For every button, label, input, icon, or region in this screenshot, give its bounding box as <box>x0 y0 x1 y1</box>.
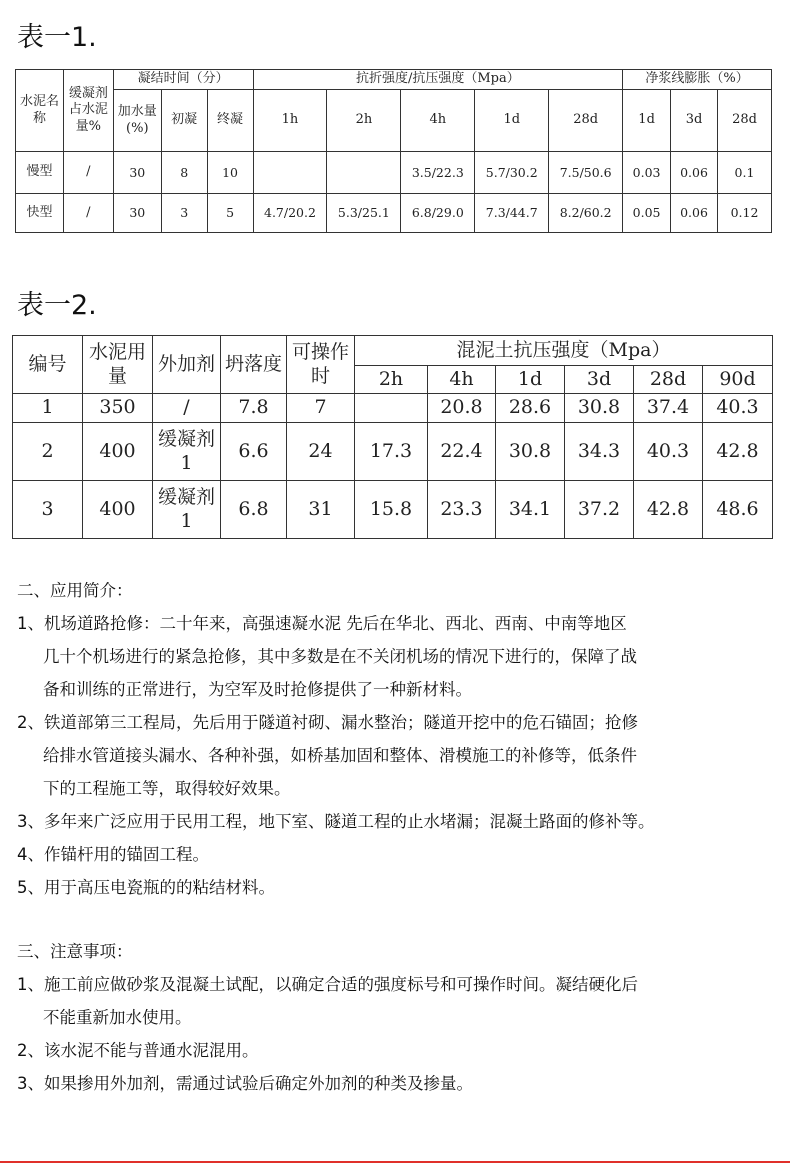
cell: 37.4 <box>634 394 703 423</box>
bottom-divider <box>0 1161 790 1163</box>
cell: 7 <box>287 394 355 423</box>
cell: 8 <box>161 152 207 194</box>
cell: 31 <box>287 481 355 539</box>
cell: 28.6 <box>496 394 565 423</box>
cell: 40.3 <box>634 423 703 481</box>
list-item: 1、机场道路抢修：二十年来，高强速凝水泥 先后在华北、西北、西南、中南等地区 <box>17 614 627 633</box>
cell: 8.2/60.2 <box>549 194 623 233</box>
list-item: 2、该水泥不能与普通水泥混用。 <box>17 1041 259 1060</box>
header-strength: 抗折强度/抗压强度（Mpa） <box>253 70 623 90</box>
cell: 3 <box>13 481 83 539</box>
header-no: 编号 <box>13 336 83 394</box>
table-row <box>16 152 772 194</box>
cell: 37.2 <box>565 481 634 539</box>
header-final-set: 终凝 <box>207 90 253 152</box>
cell: 34.1 <box>496 481 565 539</box>
table-row <box>13 423 773 481</box>
cell <box>355 394 428 423</box>
cell: 0.03 <box>623 152 671 194</box>
header-strength-col: 1h <box>253 90 327 152</box>
cell: 350 <box>83 394 153 423</box>
section-heading: 三、注意事项： <box>17 942 133 961</box>
cell: 0.06 <box>671 152 718 194</box>
cell: 48.6 <box>703 481 773 539</box>
header-expansion-col: 1d <box>623 90 671 152</box>
header-strength-col: 28d <box>634 366 703 394</box>
cell: 42.8 <box>634 481 703 539</box>
cell: / <box>63 194 113 233</box>
cell: / <box>153 394 221 423</box>
cell: 6.6 <box>221 423 287 481</box>
table-row <box>16 194 772 233</box>
header-strength-col: 1d <box>475 90 549 152</box>
header-slump: 坍落度 <box>221 336 287 394</box>
header-expansion-col: 3d <box>671 90 718 152</box>
table-row <box>13 394 773 423</box>
cell: 0.1 <box>718 152 772 194</box>
cell: 30 <box>113 152 161 194</box>
cell: 10 <box>207 152 253 194</box>
header-initial-set: 初凝 <box>161 90 207 152</box>
cell: 30.8 <box>565 394 634 423</box>
cell: 7.5/50.6 <box>549 152 623 194</box>
cell: 400 <box>83 481 153 539</box>
list-item-line: 几十个机场进行的紧急抢修，其中多数是在不关闭机场的情况下进行的，保障了战 <box>43 647 637 666</box>
header-strength-col: 28d <box>549 90 623 152</box>
cell <box>327 152 401 194</box>
table-row <box>13 481 773 539</box>
list-item: 5、用于高压电瓷瓶的的粘结材料。 <box>17 878 275 897</box>
applications-section <box>17 574 777 904</box>
header-expansion-col: 28d <box>718 90 772 152</box>
cell: 0.06 <box>671 194 718 233</box>
header-expansion: 净浆线膨胀（%） <box>623 70 772 90</box>
header-cement-name: 水泥名称 <box>16 70 64 152</box>
header-workable-time: 可操作时 <box>287 336 355 394</box>
header-additive: 外加剂 <box>153 336 221 394</box>
cell: 24 <box>287 423 355 481</box>
header-setting-time: 凝结时间（分） <box>113 70 253 90</box>
cell: 400 <box>83 423 153 481</box>
cell: 34.3 <box>565 423 634 481</box>
header-strength-col: 4h <box>428 366 496 394</box>
list-item: 4、作锚杆用的锚固工程。 <box>17 845 209 864</box>
cell: 42.8 <box>703 423 773 481</box>
list-item-line: 下的工程施工等，取得较好效果。 <box>43 779 291 798</box>
header-cement: 水泥用量 <box>83 336 153 394</box>
notes-section <box>17 935 777 1100</box>
header-strength-col: 90d <box>703 366 773 394</box>
header-strength-col: 3d <box>565 366 634 394</box>
cell: 1 <box>13 394 83 423</box>
cell: 缓凝剂1 <box>153 481 221 539</box>
cell: 5.7/30.2 <box>475 152 549 194</box>
cell <box>253 152 327 194</box>
cell: 缓凝剂1 <box>153 423 221 481</box>
cell: 15.8 <box>355 481 428 539</box>
cell: 20.8 <box>428 394 496 423</box>
list-item-line: 备和训练的正常进行，为空军及时抢修提供了一种新材料。 <box>43 680 472 699</box>
section-heading: 二、应用简介： <box>17 581 133 600</box>
cell: 17.3 <box>355 423 428 481</box>
list-item: 3、如果掺用外加剂，需通过试验后确定外加剂的种类及掺量。 <box>17 1074 473 1093</box>
cell: 0.12 <box>718 194 772 233</box>
list-item: 2、铁道部第三工程局，先后用于隧道衬砌、漏水整治；隧道开挖中的危石锚固；抢修 <box>17 713 638 732</box>
table1 <box>15 69 772 233</box>
cell: 30.8 <box>496 423 565 481</box>
table2 <box>12 335 773 539</box>
cell: 22.4 <box>428 423 496 481</box>
cell: 5.3/25.1 <box>327 194 401 233</box>
cell: 7.8 <box>221 394 287 423</box>
cell: 3 <box>161 194 207 233</box>
cell: 慢型 <box>16 152 64 194</box>
cell: 7.3/44.7 <box>475 194 549 233</box>
list-item-line: 给排水管道接头漏水、各种补强，如桥基加固和整体、滑模施工的补修等，低条件 <box>43 746 637 765</box>
cell: 5 <box>207 194 253 233</box>
table1-title: 表一1. <box>17 22 97 53</box>
header-strength-col: 2h <box>355 366 428 394</box>
list-item: 1、施工前应做砂浆及混凝土试配，以确定合适的强度标号和可操作时间。凝结硬化后 <box>17 975 638 994</box>
header-strength-col: 4h <box>401 90 475 152</box>
cell: 4.7/20.2 <box>253 194 327 233</box>
cell: 30 <box>113 194 161 233</box>
list-item-line: 不能重新加水使用。 <box>43 1008 192 1027</box>
cell: 40.3 <box>703 394 773 423</box>
cell: 3.5/22.3 <box>401 152 475 194</box>
header-water: 加水量(%) <box>113 90 161 152</box>
cell: 23.3 <box>428 481 496 539</box>
cell: 6.8/29.0 <box>401 194 475 233</box>
header-concrete-strength: 混泥土抗压强度（Mpa） <box>355 336 773 366</box>
table2-title: 表一2. <box>17 290 97 321</box>
header-retarder: 缓凝剂占水泥量% <box>63 70 113 152</box>
cell: 0.05 <box>623 194 671 233</box>
cell: / <box>63 152 113 194</box>
cell: 快型 <box>16 194 64 233</box>
cell: 2 <box>13 423 83 481</box>
header-strength-col: 1d <box>496 366 565 394</box>
list-item: 3、多年来广泛应用于民用工程，地下室、隧道工程的止水堵漏；混凝土路面的修补等。 <box>17 812 655 831</box>
header-strength-col: 2h <box>327 90 401 152</box>
cell: 6.8 <box>221 481 287 539</box>
